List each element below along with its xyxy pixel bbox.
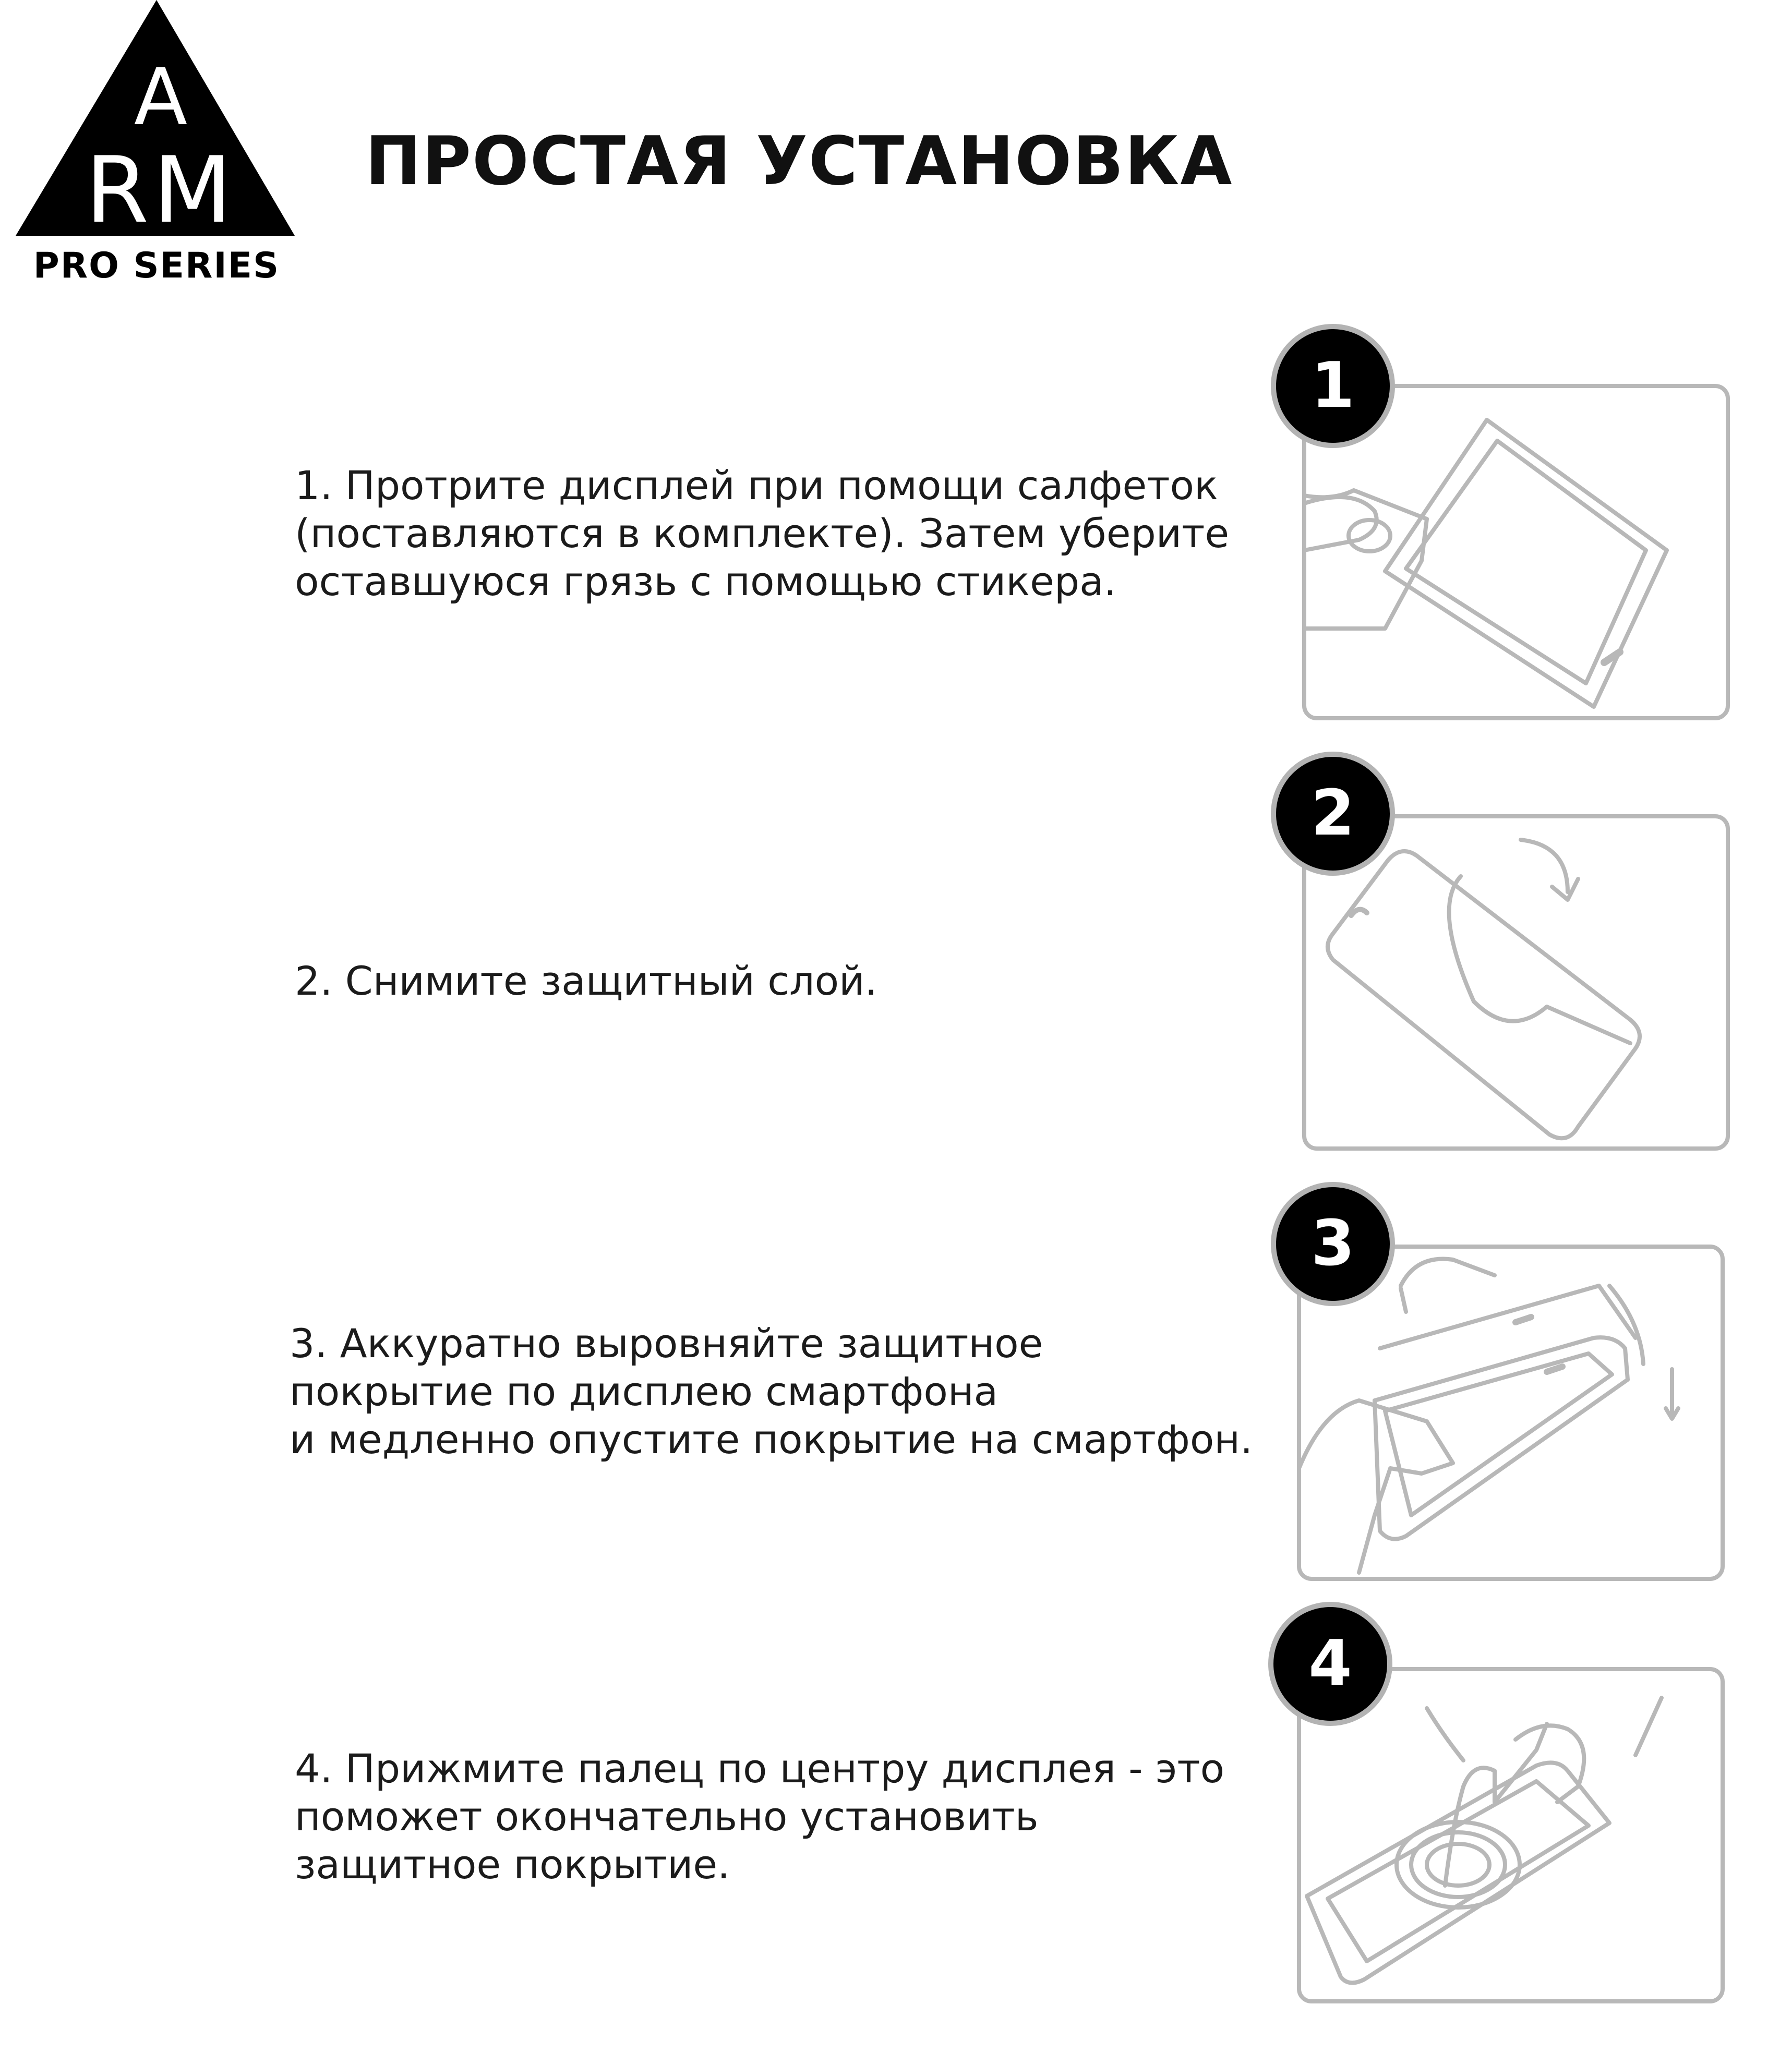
step-1-text <box>295 462 1229 606</box>
logo-series-label: PRO SERIES <box>33 245 280 286</box>
step-3-line-1: 3. Аккуратно выровняйте защитное <box>290 1320 1043 1367</box>
step-2-line-1: 2. Снимите защитный слой. <box>295 958 877 1004</box>
step-3-line-2: покрытие по дисплею смартфона <box>290 1368 999 1415</box>
step-4-line-2: поможет окончательно установить <box>295 1793 1039 1840</box>
step-2-text <box>295 957 877 1005</box>
step-3-line-3: и медленно опустите покрытие на смартфон. <box>290 1416 1253 1463</box>
logo-letter-a: A <box>134 52 188 143</box>
step-2-number: 2 <box>1311 777 1355 850</box>
step-1-line-3: оставшуюся грязь с помощью стикера. <box>295 558 1116 605</box>
arm-pro-series-logo <box>16 0 297 292</box>
step-4-line-1: 4. Прижмите палец по центру дисплея - это <box>295 1745 1225 1792</box>
step-4-badge <box>1268 1601 1393 1726</box>
step-4-line-3: защитное покрытие. <box>295 1841 730 1888</box>
step-1-badge <box>1270 323 1396 449</box>
logo-letters-rm: RM <box>85 138 236 244</box>
step-1-line-1: 1. Протрите дисплей при помощи салфеток <box>295 462 1218 509</box>
step-1-line-2: (поставляются в комплекте). Затем уберите <box>295 510 1230 557</box>
step-4-number: 4 <box>1308 1627 1352 1700</box>
step-3-number: 3 <box>1311 1207 1355 1280</box>
page-title: ПРОСТАЯ УСТАНОВКА <box>365 123 1233 200</box>
step-2-badge <box>1270 751 1396 876</box>
step-3-text <box>290 1320 1253 1464</box>
step-1-number: 1 <box>1311 349 1355 422</box>
step-3-badge <box>1270 1181 1396 1307</box>
step-4-text <box>295 1745 1224 1889</box>
